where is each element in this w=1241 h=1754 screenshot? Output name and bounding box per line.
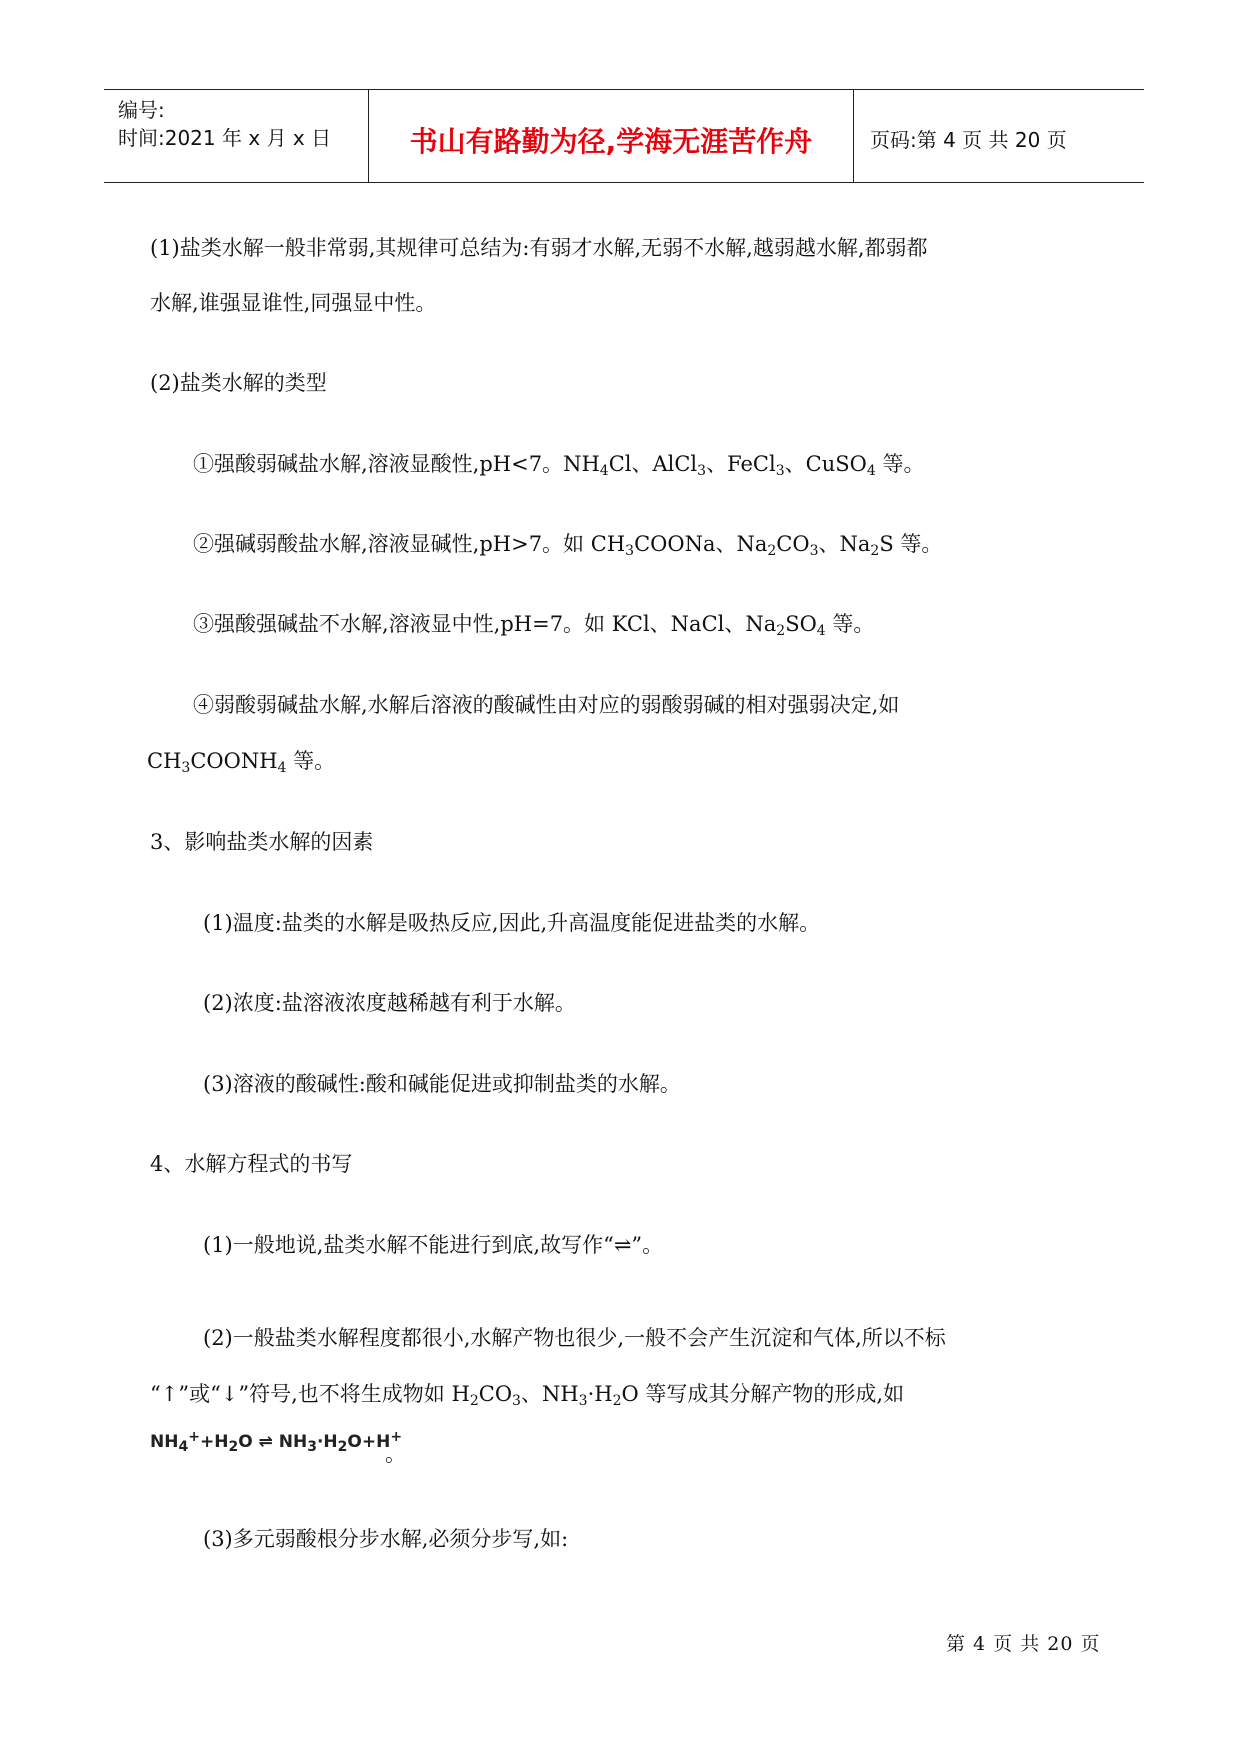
section-4-item-3: (3)多元弱酸根分步水解,必须分步写,如:: [203, 1527, 569, 1551]
separator: 、: [706, 452, 728, 476]
header-page-cell: [854, 90, 1144, 182]
text-segment: “↑”或“↓”符号,也不将生成物如: [150, 1382, 452, 1406]
section-4-title: 4、水解方程式的书写: [150, 1152, 353, 1176]
section-4-item-2-line-2: “↑”或“↓”符号,也不将生成物如 $H_2CO_3$、$NH_3\cdot H_2O$ 等写成其分解产物的形成,如: [150, 1382, 905, 1409]
text-segment: 等写成其分解产物的形成,如: [638, 1382, 905, 1406]
paragraph-1-line-2: 水解,谁强显谁性,同强显中性。: [150, 291, 437, 315]
item-4-line-1: ④弱酸弱碱盐水解,水解后溶液的酸碱性由对应的弱酸弱碱的相对强弱决定,如: [193, 693, 900, 717]
header-page-label: 页码:第 4 页 共 20 页: [870, 128, 1067, 152]
suffix: 等。: [825, 612, 875, 636]
item-3: ③强酸强碱盐不水解,溶液显中性,pH=7。如 KCl、NaCl、$Na_2SO_4$ 等。: [193, 612, 875, 639]
item-2-text: ②强碱弱酸盐水解,溶液显碱性,pH>7。如: [193, 532, 591, 556]
section-3-item-1: (1)温度:盐类的水解是吸热反应,因此,升高温度能促进盐类的水解。: [203, 911, 821, 935]
motto: 书山有路勤为径,学海无涯苦作舟: [409, 125, 813, 158]
number-label: 编号:: [118, 98, 165, 122]
suffix: 等。: [893, 532, 943, 556]
separator: 、: [649, 612, 671, 636]
section-3-title: 3、影响盐类水解的因素: [150, 830, 374, 854]
paragraph-1-line-1: (1)盐类水解一般非常弱,其规律可总结为:有弱才水解,无弱不水解,越弱越水解,都弱都: [150, 236, 928, 260]
section-4-item-1: (1)一般地说,盐类水解不能进行到底,故写作“⇌”。: [203, 1233, 664, 1257]
header-meta: [104, 90, 369, 182]
separator: 、: [724, 612, 746, 636]
separator: 、: [818, 532, 840, 556]
equation-period: 。: [385, 1442, 406, 1466]
item-3-text: ③强酸强碱盐不水解,溶液显中性,pH=7。如: [193, 612, 612, 636]
page-header: [104, 89, 1144, 183]
item-1-text: ①强酸弱碱盐水解,溶液显酸性,pH<7。: [193, 452, 564, 476]
separator: 、: [715, 532, 737, 556]
item-2: ②强碱弱酸盐水解,溶液显碱性,pH>7。如 $CH_3COONa$、$Na_2CO_3$、$Na_2S$ 等。: [193, 532, 943, 559]
suffix: 等。: [286, 749, 336, 773]
separator: 、: [631, 452, 653, 476]
header-motto-cell: [369, 90, 854, 182]
item-4-line-2: $CH_3COONH_4$ 等。: [147, 749, 336, 776]
separator: 、: [784, 452, 806, 476]
separator: 、: [520, 1382, 542, 1406]
section-4-item-2-line-1: (2)一般盐类水解程度都很小,水解产物也很少,一般不会产生沉淀和气体,所以不标: [203, 1326, 946, 1350]
hydrolysis-equation-image: $NH_4^++H_2O$ ⇌ $NH_3\cdot H_2O+H^+$: [150, 1429, 403, 1455]
section-3-item-3: (3)溶液的酸碱性:酸和碱能促进或抑制盐类的水解。: [203, 1072, 681, 1096]
page-footer: 第 4 页 共 20 页: [946, 1633, 1101, 1655]
time-label: 时间:2021 年 x 月 x 日: [118, 126, 332, 150]
suffix: 等。: [875, 452, 925, 476]
paragraph-2: (2)盐类水解的类型: [150, 371, 327, 395]
section-3-item-2: (2)浓度:盐溶液浓度越稀越有利于水解。: [203, 991, 576, 1015]
item-1: ①强酸弱碱盐水解,溶液显酸性,pH<7。$NH_4Cl$、AlCl$_3$、FeCl$_3$、CuSO$_4$ 等。: [193, 452, 925, 479]
